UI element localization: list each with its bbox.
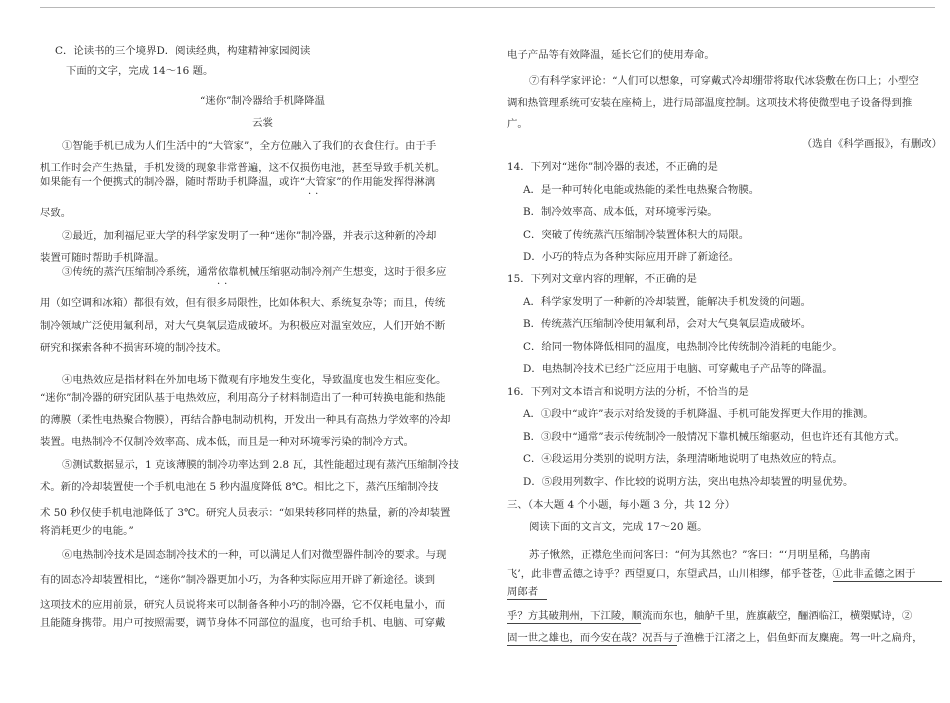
- paragraph-line: ②最近，加利福尼亚大学的科学家发明了一种“迷你”制冷器，并表示这种新的冷却: [62, 230, 437, 242]
- article-title: “迷你”制冷器给手机降降温: [200, 95, 325, 107]
- paragraph-line: 用（如空调和冰箱）都很有效，但有很多局限性，比如体积大、系统复杂等；而且，传统: [40, 297, 446, 309]
- header-rule: [40, 7, 935, 8]
- paragraph-line: 电子产品等有效降温，延长它们的使用寿命。: [507, 49, 715, 61]
- paragraph-line: ⑤测试数据显示，1 克该薄膜的制冷功率达到 2.8 瓦，其性能超过现有蒸汽压缩制冷技: [62, 459, 459, 471]
- paragraph-line: 的薄膜（柔性电热聚合物膜），再结合静电制动机构，开发出一种具有高热力学效率的冷却: [40, 414, 451, 426]
- paragraph-line: 研究和探索各种不损害环境的制冷技术。: [40, 342, 228, 354]
- paragraph-line: ①智能手机已成为人们生活中的“大管家”，全方位融入了我们的衣食住行。由于手: [62, 140, 437, 152]
- option-c: C．给同一物体降低相同的温度，电热制冷比传统制冷消耗的电能少。: [523, 341, 843, 353]
- option-b: B．③段中“通常”表示传统制冷一般情况下靠机械压缩驱动，但也许还有其他方式。: [523, 431, 905, 443]
- underline-mark: [507, 599, 547, 600]
- classical-text-line: 周郎者: [507, 586, 539, 598]
- option-line: C．论读书的三个境界D．阅读经典，构建精神家园阅读: [55, 45, 311, 57]
- paragraph-line: 有的固态冷却装置相比，“迷你”制冷器更加小巧，为各种实际应用开辟了新途径。谈到: [40, 574, 436, 586]
- instruction-line: 下面的文字，完成 14～16 题。: [66, 65, 214, 77]
- option-a: A．是一种可转化电能或热能的柔性电热聚合物膜。: [523, 184, 760, 196]
- classical-text-line: 乎？方其破荆州，下江陵，顺流而东也，舳舻千里，旌旗蔽空，酾酒临江，横槊赋诗，②: [507, 610, 913, 622]
- paragraph-line: ⑦有科学家评论：“人们可以想象，可穿戴式冷却绷带将取代冰袋敷在伤口上；小型空: [529, 75, 919, 87]
- paragraph-line: 将消耗更少的电能。”: [40, 525, 134, 537]
- paragraph-line: 装置可随时帮助手机降温。: [40, 252, 165, 264]
- option-d: D．电热制冷技术已经广泛应用于电脑、可穿戴电子产品等的降温。: [523, 363, 833, 375]
- paragraph-line: 制冷领域广泛使用氟利昂，对大气臭氧层造成破坏。为积极应对温室效应，人们开始不断: [40, 320, 446, 332]
- classical-text-line: 固一世之雄也，而今安在哉？况吾与子渔樵于江渚之上，侣鱼虾而友麋鹿。驾一叶之扁舟，: [507, 632, 923, 644]
- option-b: B．传统蒸汽压缩制冷使用氟利昂，会对大气臭氧层造成破坏。: [523, 318, 812, 330]
- paragraph-line: ④电热效应是指材料在外加电场下微观有序地发生变化，导致温度也发生相应变化。: [62, 374, 447, 386]
- paragraph-line: 术 50 秒仅使手机电池降低了 3℃。研究人员表示：“如果转移同样的热量，新的冷却装置: [40, 507, 451, 519]
- paragraph-line: 如果能有一个便携式的制冷器，随时帮助手机降温，或许“大管家”的作用能发挥得淋漓: [40, 176, 436, 188]
- underline-mark: [507, 623, 641, 624]
- paragraph-line: 这项技术的应用前景，研究人员说将来可以制备各种小巧的制冷器，它不仅耗电量小，而: [40, 599, 446, 611]
- paragraph-line: 术。新的冷却装置使一个手机电池在 5 秒内温度降低 8℃。相比之下，蒸汽压缩制冷技: [40, 481, 439, 493]
- paragraph-line: ③传统的蒸汽压缩制冷系统，通常依靠机械压缩驱动制冷剂产生想变，这时于很多应: [62, 266, 447, 278]
- paragraph-line: 机工作时会产生热量，手机发烫的现象非常普遍，这不仅损伤电池，甚至导致手机关机。: [40, 162, 446, 174]
- underline-mark: [833, 581, 942, 582]
- paragraph-line: 装置。电热制冷不仅制冷效率高、成本低，而且是一种对环境零污染的制冷方式。: [40, 436, 415, 448]
- underline-mark: [507, 645, 677, 646]
- paragraph-line: 广。: [507, 118, 528, 130]
- option-c: C．突破了传统蒸汽压缩制冷装置体积大的局限。: [523, 229, 750, 241]
- article-author: 云裳: [252, 117, 273, 129]
- paragraph-line: ⑥电热制冷技术是固态制冷技术的一种，可以满足人们对微型器件制冷的要求。与现: [62, 549, 447, 561]
- paragraph-line: “迷你”制冷器的研究团队基于电热效应，利用高分子材料制造出了一种可转换电能和热能: [40, 392, 446, 404]
- section-heading: 三、（本大题 4 个小题，每小题 3 分，共 12 分）: [507, 499, 736, 511]
- classical-text-line: 苏子愀然，正襟危坐而问客曰：“何为其然也？”客曰：“‘月明星稀，乌鹊南: [529, 549, 871, 561]
- option-d: D．⑤段用列数字、作比较的说明方法，突出电热冷却装置的明显优势。: [523, 476, 854, 488]
- instruction-line: 阅读下面的文言文，完成 17～20 题。: [529, 521, 708, 533]
- emphasis-dots: ··: [217, 279, 232, 290]
- paragraph-line: 尽致。: [40, 207, 72, 219]
- emphasis-dots: ··: [308, 189, 323, 200]
- option-c: C．④段运用分类别的说明方法，条理清晰地说明了电热效应的特点。: [523, 453, 843, 465]
- paragraph-line: 调和热管理系统可安装在座椅上，进行局部温度控制。这项技术将使微型电子设备得到推: [507, 97, 913, 109]
- option-d: D．小巧的特点为各种实际应用开辟了新途径。: [523, 251, 740, 263]
- option-a: A．①段中“或许”表示对给发烫的手机降温、手机可能发挥更大作用的推测。: [523, 408, 874, 420]
- question-16: 16．下列对文本语言和说明方法的分析，不恰当的是: [507, 386, 749, 398]
- classical-text-line: 飞’，此非曹孟德之诗乎？西望夏口，东望武昌，山川相缪，郁乎苍苍，①此非孟德之困于: [507, 568, 916, 580]
- paragraph-line: 且能随身携带。用户可按照需要，调节身体不同部位的温度，也可给手机、电脑、可穿戴: [40, 617, 446, 629]
- source-note: （选自《科学画报》，有删改）: [801, 138, 942, 150]
- option-a: A．科学家发明了一种新的冷却装置，能解决手机发烫的问题。: [523, 296, 812, 308]
- question-14: 14．下列对“迷你”制冷器的表述，不正确的是: [507, 161, 718, 173]
- question-15: 15．下列对文章内容的理解，不正确的是: [507, 273, 697, 285]
- option-b: B．制冷效率高、成本低，对环境零污染。: [523, 206, 718, 218]
